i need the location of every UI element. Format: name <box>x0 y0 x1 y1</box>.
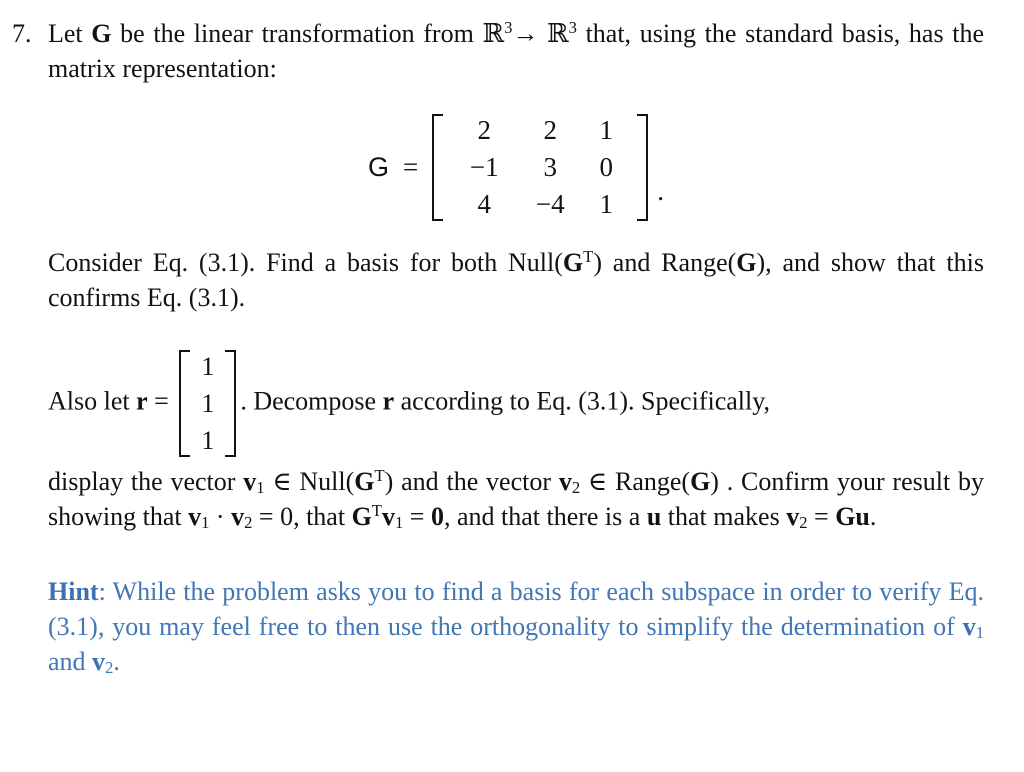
text-run: : While the problem asks you to find a basis for each subspace in order to verify Eq. (3.1), you may feel free to then use the orthogonality to simplify the determination of <box>48 577 984 641</box>
matrix-cell: 1 <box>599 189 613 219</box>
consider-paragraph <box>48 245 984 315</box>
subscript-2: 2 <box>244 512 253 532</box>
dot-operator: · <box>209 502 232 531</box>
text-run: and <box>48 647 93 676</box>
bold-v: v <box>558 467 572 496</box>
text-run: = 0, that <box>252 502 352 531</box>
problem-content <box>48 16 984 679</box>
text-run: ∈ Range( <box>580 467 691 496</box>
text-run: ) . Confirm your result by showing that <box>48 467 984 531</box>
text-run: . <box>869 502 877 531</box>
transpose-T: T <box>374 465 385 485</box>
subscript-2: 2 <box>799 512 808 532</box>
subscript-1: 1 <box>256 477 265 497</box>
matrix-bracket-right <box>637 114 648 221</box>
subscript-1: 1 <box>394 512 404 532</box>
text-run: = <box>147 386 176 416</box>
matrix-equation <box>48 112 984 223</box>
bold-v: v <box>962 612 976 641</box>
arrow-icon: → <box>512 19 548 48</box>
matrix-lhs-G: G <box>368 152 390 182</box>
matrix-cell: 2 <box>543 115 557 145</box>
transpose-T: T <box>371 500 382 520</box>
vector-bracket-right <box>225 350 236 457</box>
text-run: be the linear transformation from <box>111 19 483 48</box>
intro-paragraph <box>48 16 984 86</box>
text-run: ) and the vector <box>384 467 559 496</box>
reals-symbol: ℝ <box>482 19 505 48</box>
text-run: display the vector <box>48 467 244 496</box>
vector-r <box>179 348 236 459</box>
text-run: that makes <box>661 502 787 531</box>
text-run: , and that there is a <box>443 502 647 531</box>
bold-r: r <box>136 386 148 416</box>
bold-G: G <box>351 502 372 531</box>
equation-period: . <box>657 176 664 206</box>
matrix-cell: 4 <box>477 189 491 219</box>
subscript-1: 1 <box>201 512 210 532</box>
bold-G: G <box>91 19 112 48</box>
matrix-bracket-left <box>432 114 443 221</box>
hint-paragraph <box>48 574 984 679</box>
bold-Gu: Gu <box>835 502 870 531</box>
bold-r: r <box>382 386 395 416</box>
bold-v: v <box>243 467 257 496</box>
matrix-G <box>447 112 633 223</box>
bold-v: v <box>381 502 395 531</box>
superscript-3: 3 <box>568 17 577 37</box>
subscript-2: 2 <box>571 477 581 497</box>
text-run: ∈ Null( <box>264 467 355 496</box>
bold-v: v <box>786 502 800 531</box>
bold-v: v <box>92 647 106 676</box>
matrix-cell: 2 <box>477 115 491 145</box>
text-run: . <box>113 647 120 676</box>
bold-v: v <box>231 502 245 531</box>
vector-cell: 1 <box>201 389 215 418</box>
text-run: = <box>807 502 836 531</box>
text-run: Consider Eq. (3.1). Find a basis for both Null( <box>48 248 563 277</box>
bold-G: G <box>562 248 584 277</box>
bold-v: v <box>188 502 202 531</box>
vector-bracket-left <box>179 350 190 457</box>
matrix-cell: 0 <box>599 152 613 182</box>
equals-sign: = <box>403 152 419 182</box>
reals-symbol: ℝ <box>547 19 569 48</box>
bold-G: G <box>354 467 375 496</box>
problem-number: 7. <box>12 19 32 48</box>
vector-cell: 1 <box>201 352 215 381</box>
text-run: that, using the standard basis, has the matrix representation: <box>48 19 984 83</box>
detail-paragraph <box>48 464 984 534</box>
matrix-cell: 1 <box>599 115 613 145</box>
text-run: according to Eq. (3.1). Specifically, <box>394 386 771 416</box>
text-run: Let <box>48 19 92 48</box>
text-run: . Decompose <box>240 386 383 416</box>
text-run: = <box>403 502 431 531</box>
matrix-cell: −1 <box>469 152 499 182</box>
text-run: Also let <box>48 386 137 416</box>
subscript-1: 1 <box>975 622 984 642</box>
vector-cell: 1 <box>201 426 215 455</box>
matrix-cell: 3 <box>543 152 557 182</box>
also-paragraph <box>48 348 984 459</box>
transpose-T: T <box>583 246 594 266</box>
bold-u: u <box>646 502 662 531</box>
subscript-2: 2 <box>105 657 114 677</box>
bold-G: G <box>736 248 757 277</box>
vector-column <box>194 348 221 459</box>
superscript-3: 3 <box>504 17 513 37</box>
text-run: ) and Range( <box>593 248 737 277</box>
bold-zero: 0 <box>430 502 444 531</box>
matrix-cell: −4 <box>535 189 565 219</box>
hint-label: Hint <box>48 577 99 606</box>
bold-G: G <box>690 467 711 496</box>
text-run: ), and show that this confirms Eq. (3.1). <box>48 248 984 312</box>
